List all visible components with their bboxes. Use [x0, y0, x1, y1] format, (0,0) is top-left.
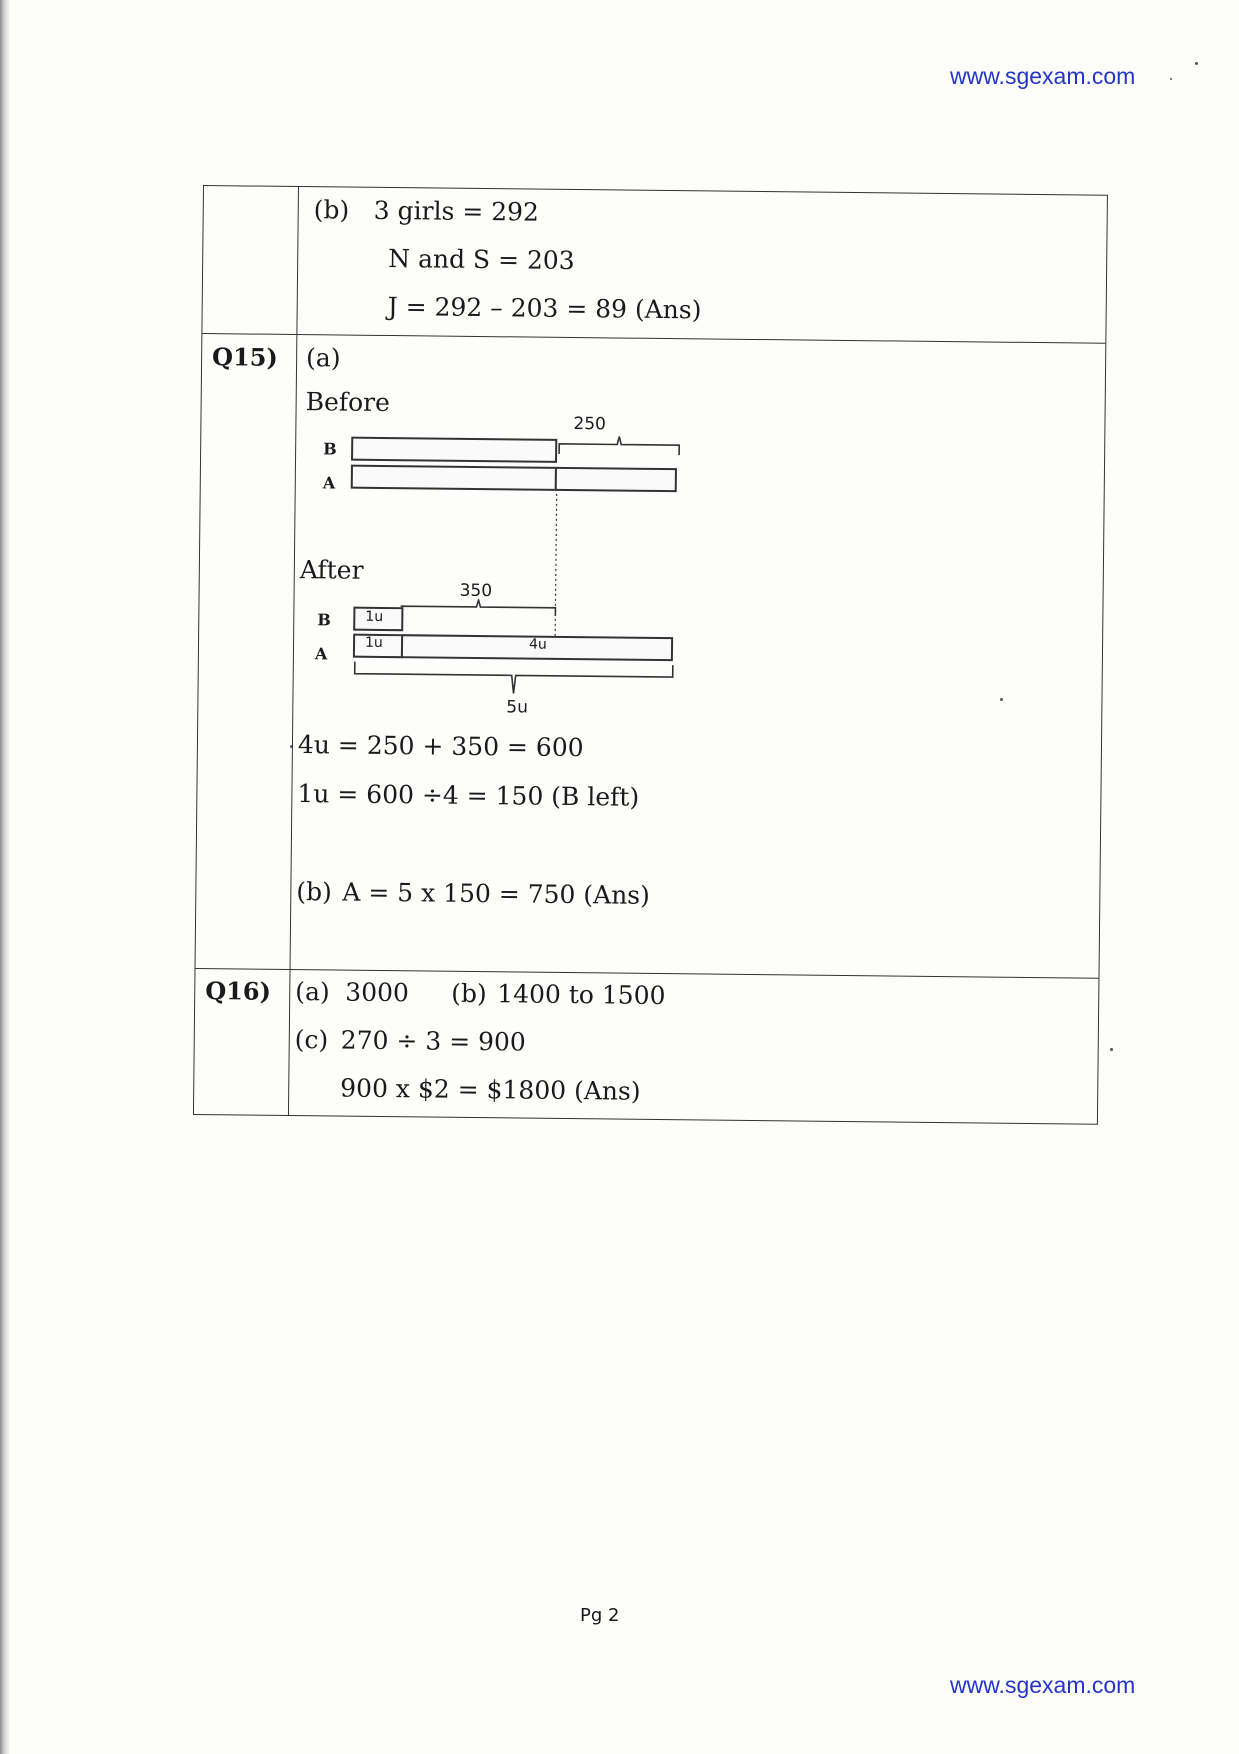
- q15-dotted-guide: [553, 489, 559, 659]
- q16-calc-1: 270 ÷ 3 = 900: [340, 1025, 526, 1057]
- row-divider-q16: [196, 968, 1099, 979]
- q15-after-label: After: [299, 555, 364, 585]
- q15-before-bar-a-label: A: [322, 473, 336, 493]
- q15-part-b-label: (b): [296, 877, 333, 907]
- q15-calc-3: A = 5 x 150 = 750 (Ans): [342, 877, 651, 910]
- q16-number: Q16): [205, 976, 272, 1006]
- page-number: Pg 2: [580, 1605, 620, 1626]
- q15-five-u: 5u: [506, 697, 529, 718]
- q14-line-2: N and S = 203: [388, 244, 575, 276]
- q15-number: Q15): [211, 342, 278, 372]
- q15-after-bar-b-label: B: [317, 610, 331, 630]
- q15-before-bar-a-main: [351, 465, 557, 491]
- header-site-link[interactable]: www.sgexam.com: [950, 63, 1136, 89]
- q15-total-brace: [353, 660, 675, 697]
- q15-before-brace: [557, 434, 681, 457]
- q14-part-b-label: (b): [313, 195, 350, 225]
- q15-after-four-u: 4u: [528, 636, 547, 653]
- q16-answer-b: 1400 to 1500: [497, 979, 666, 1011]
- scan-speck: [1110, 1048, 1113, 1051]
- row-divider-q15: [202, 333, 1105, 344]
- q15-before-bar-b: [351, 437, 557, 463]
- q15-calc-2: 1u = 600 ÷4 = 150 (B left): [297, 779, 640, 812]
- answer-table: [193, 185, 1108, 1125]
- q15-before-extra-label: 250: [573, 414, 606, 435]
- scan-speck: [1170, 78, 1172, 80]
- q15-part-a-label: (a): [305, 343, 341, 373]
- q15-after-bar-a-label: A: [314, 644, 328, 664]
- column-divider: [288, 187, 299, 1115]
- q16-part-c-label: (c): [294, 1025, 329, 1055]
- q15-after-brace: [399, 598, 557, 618]
- scan-edge: [0, 0, 9, 1754]
- q15-after-unit-b: 1u: [365, 608, 384, 625]
- q14-line-3: J = 292 – 203 = 89 (Ans): [387, 292, 702, 325]
- q14-line-1: 3 girls = 292: [373, 195, 540, 227]
- q16-calc-2: 900 x $2 = $1800 (Ans): [340, 1073, 641, 1106]
- q15-before-label: Before: [305, 387, 391, 418]
- q16-part-b-label: (b): [451, 978, 487, 1009]
- q15-before-bar-b-label: B: [323, 439, 337, 459]
- scan-speck: [1195, 62, 1198, 65]
- footer-site-link[interactable]: www.sgexam.com: [950, 1672, 1136, 1698]
- q16-answer-a: 3000: [345, 977, 410, 1008]
- q15-before-bar-a-extra: [555, 467, 677, 492]
- q16-part-a-label: (a): [295, 977, 330, 1007]
- q15-calc-1: 4u = 250 + 350 = 600: [297, 730, 584, 763]
- q15-after-extra-label: 350: [459, 580, 493, 602]
- q15-after-unit-a: 1u: [364, 634, 383, 651]
